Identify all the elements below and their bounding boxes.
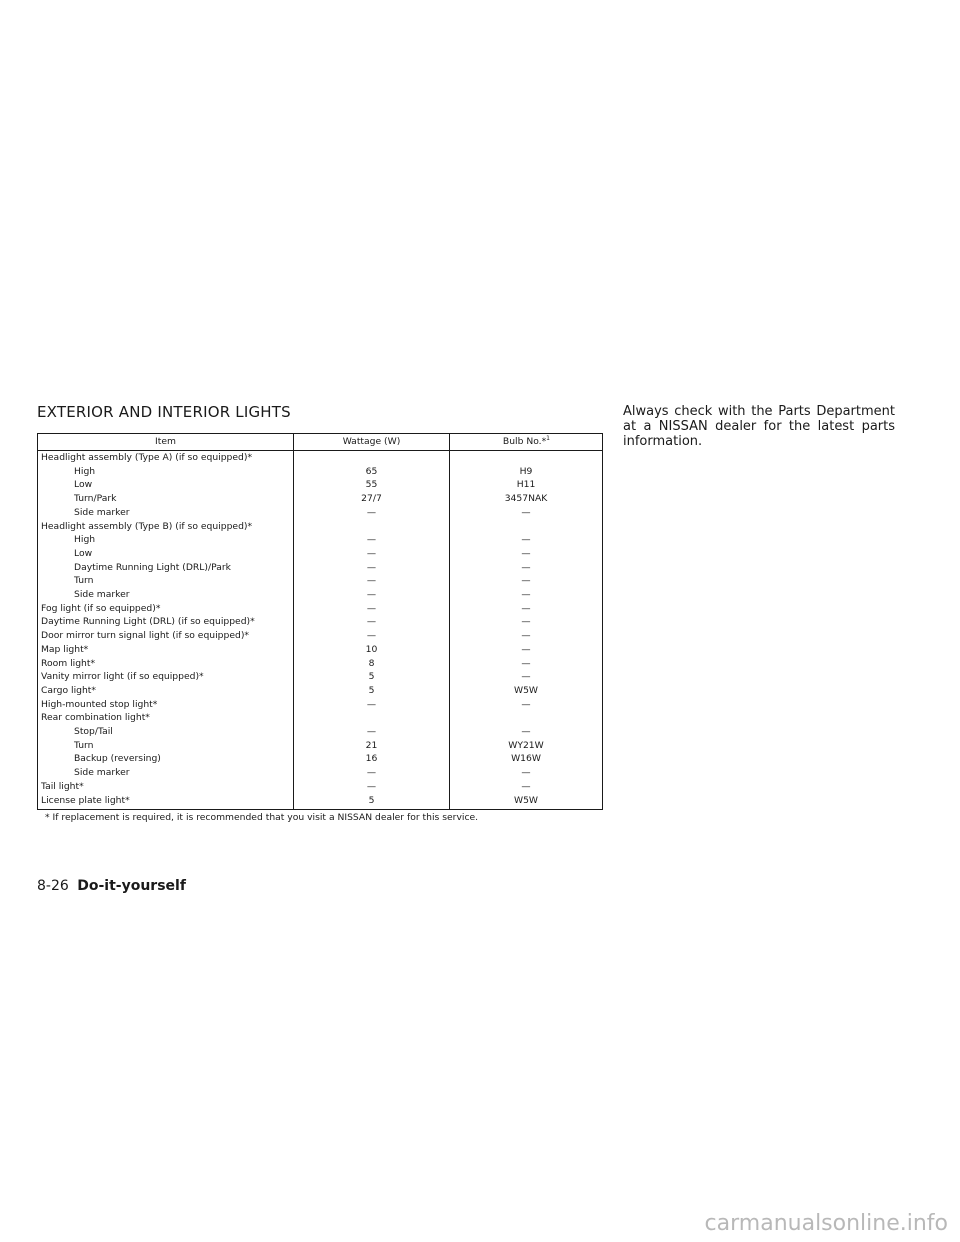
- row-bulb: W16W: [450, 752, 603, 766]
- table-footnote: * If replacement is required, it is recommended that you visit a NISSAN dealer for this service.: [45, 812, 479, 823]
- page-number: 8-26: [37, 878, 69, 894]
- row-wattage: 8: [294, 657, 450, 671]
- row-item: Stop/Tail: [74, 726, 113, 738]
- row-item: Map light*: [41, 643, 89, 655]
- row-bulb: W5W: [450, 684, 603, 698]
- table-row: [38, 574, 603, 588]
- row-item: Daytime Running Light (DRL)/Park: [74, 561, 231, 573]
- header-wattage: Wattage (W): [294, 434, 450, 451]
- row-wattage: —: [294, 588, 450, 602]
- row-item: Side marker: [74, 506, 130, 518]
- parts-note: Always check with the Parts Department at a NISSAN dealer for the latest parts information.: [623, 404, 895, 449]
- row-wattage: 27/7: [294, 492, 450, 506]
- row-item: High: [74, 465, 96, 477]
- row-item: Tail light*: [41, 780, 84, 792]
- header-item: Item: [38, 434, 294, 451]
- row-wattage: —: [294, 506, 450, 520]
- row-wattage: —: [294, 602, 450, 616]
- row-bulb: —: [450, 725, 603, 739]
- row-bulb: —: [450, 629, 603, 643]
- row-item: Door mirror turn signal light (if so equipped)*: [41, 630, 249, 642]
- table-row: [38, 451, 603, 465]
- row-item: High: [74, 534, 96, 546]
- row-bulb: 3457NAK: [450, 492, 603, 506]
- row-item: Backup (reversing): [74, 753, 161, 765]
- table-body: [38, 451, 603, 810]
- row-bulb: —: [450, 547, 603, 561]
- row-item: Fog light (if so equipped)*: [41, 602, 161, 614]
- row-item: Cargo light*: [41, 684, 96, 696]
- row-wattage: 5: [294, 684, 450, 698]
- bulb-spec-table: [37, 433, 603, 810]
- page-footer: [37, 878, 186, 894]
- row-bulb: —: [450, 698, 603, 712]
- row-item: High-mounted stop light*: [41, 698, 158, 710]
- table-row: [38, 533, 603, 547]
- row-bulb: [450, 520, 603, 534]
- row-item: Side marker: [74, 589, 130, 601]
- header-bulb-superscript: 1: [546, 435, 550, 443]
- row-bulb: W5W: [450, 794, 603, 810]
- row-item: Side marker: [74, 767, 130, 779]
- row-item: Turn: [74, 575, 94, 587]
- row-wattage: —: [294, 615, 450, 629]
- row-bulb: WY21W: [450, 739, 603, 753]
- row-bulb: —: [450, 615, 603, 629]
- row-wattage: —: [294, 698, 450, 712]
- table-row: [38, 698, 603, 712]
- table-row: [38, 465, 603, 479]
- row-wattage: 5: [294, 670, 450, 684]
- table-header-row: [38, 434, 603, 451]
- row-wattage: 5: [294, 794, 450, 810]
- table-row: [38, 766, 603, 780]
- table-row: [38, 657, 603, 671]
- table-row: [38, 588, 603, 602]
- row-bulb: H9: [450, 465, 603, 479]
- row-wattage: —: [294, 629, 450, 643]
- row-bulb: —: [450, 602, 603, 616]
- row-item: Rear combination light*: [41, 712, 150, 724]
- row-item: Low: [74, 479, 93, 491]
- row-bulb: —: [450, 533, 603, 547]
- row-bulb: H11: [450, 478, 603, 492]
- row-item: Headlight assembly (Type A) (if so equipped)*: [41, 452, 253, 463]
- row-bulb: —: [450, 670, 603, 684]
- row-bulb: [450, 711, 603, 725]
- table-row: [38, 752, 603, 766]
- row-wattage: —: [294, 547, 450, 561]
- row-bulb: —: [450, 574, 603, 588]
- table-row: [38, 561, 603, 575]
- row-wattage: —: [294, 533, 450, 547]
- table-row: [38, 670, 603, 684]
- row-item: Vanity mirror light (if so equipped)*: [41, 671, 204, 683]
- row-item: Low: [74, 547, 93, 559]
- table-row: [38, 520, 603, 534]
- row-bulb: —: [450, 643, 603, 657]
- table-row: [38, 794, 603, 810]
- row-item: Room light*: [41, 657, 96, 669]
- row-wattage: —: [294, 725, 450, 739]
- table-row: [38, 711, 603, 725]
- chapter-title: Do-it-yourself: [77, 878, 186, 894]
- row-bulb: [450, 451, 603, 465]
- row-wattage: —: [294, 766, 450, 780]
- table-row: [38, 780, 603, 794]
- row-wattage: 55: [294, 478, 450, 492]
- table-row: [38, 492, 603, 506]
- header-bulb: [450, 434, 603, 451]
- table-row: [38, 506, 603, 520]
- row-bulb: —: [450, 780, 603, 794]
- row-wattage: —: [294, 780, 450, 794]
- row-item: Turn: [74, 739, 94, 751]
- row-item: Headlight assembly (Type B) (if so equipped)*: [41, 520, 253, 532]
- row-wattage: 10: [294, 643, 450, 657]
- section-title: EXTERIOR AND INTERIOR LIGHTS: [37, 403, 291, 421]
- row-item: Daytime Running Light (DRL) (if so equipped)*: [41, 616, 255, 628]
- row-bulb: —: [450, 561, 603, 575]
- row-wattage: [294, 451, 450, 465]
- table-row: [38, 629, 603, 643]
- row-bulb: —: [450, 588, 603, 602]
- watermark-text: carmanualsonline.info: [704, 1211, 948, 1236]
- row-item: Turn/Park: [74, 493, 117, 505]
- table-row: [38, 643, 603, 657]
- table-row: [38, 725, 603, 739]
- row-wattage: [294, 711, 450, 725]
- header-bulb-label: Bulb No.*: [502, 436, 547, 448]
- row-bulb: —: [450, 506, 603, 520]
- table-row: [38, 547, 603, 561]
- row-bulb: —: [450, 657, 603, 671]
- row-bulb: —: [450, 766, 603, 780]
- row-wattage: —: [294, 561, 450, 575]
- row-wattage: 16: [294, 752, 450, 766]
- table-row: [38, 478, 603, 492]
- table-row: [38, 739, 603, 753]
- row-wattage: 65: [294, 465, 450, 479]
- row-wattage: —: [294, 574, 450, 588]
- row-wattage: 21: [294, 739, 450, 753]
- table-row: [38, 684, 603, 698]
- row-wattage: [294, 520, 450, 534]
- table-row: [38, 602, 603, 616]
- table-row: [38, 615, 603, 629]
- row-item: License plate light*: [41, 794, 130, 806]
